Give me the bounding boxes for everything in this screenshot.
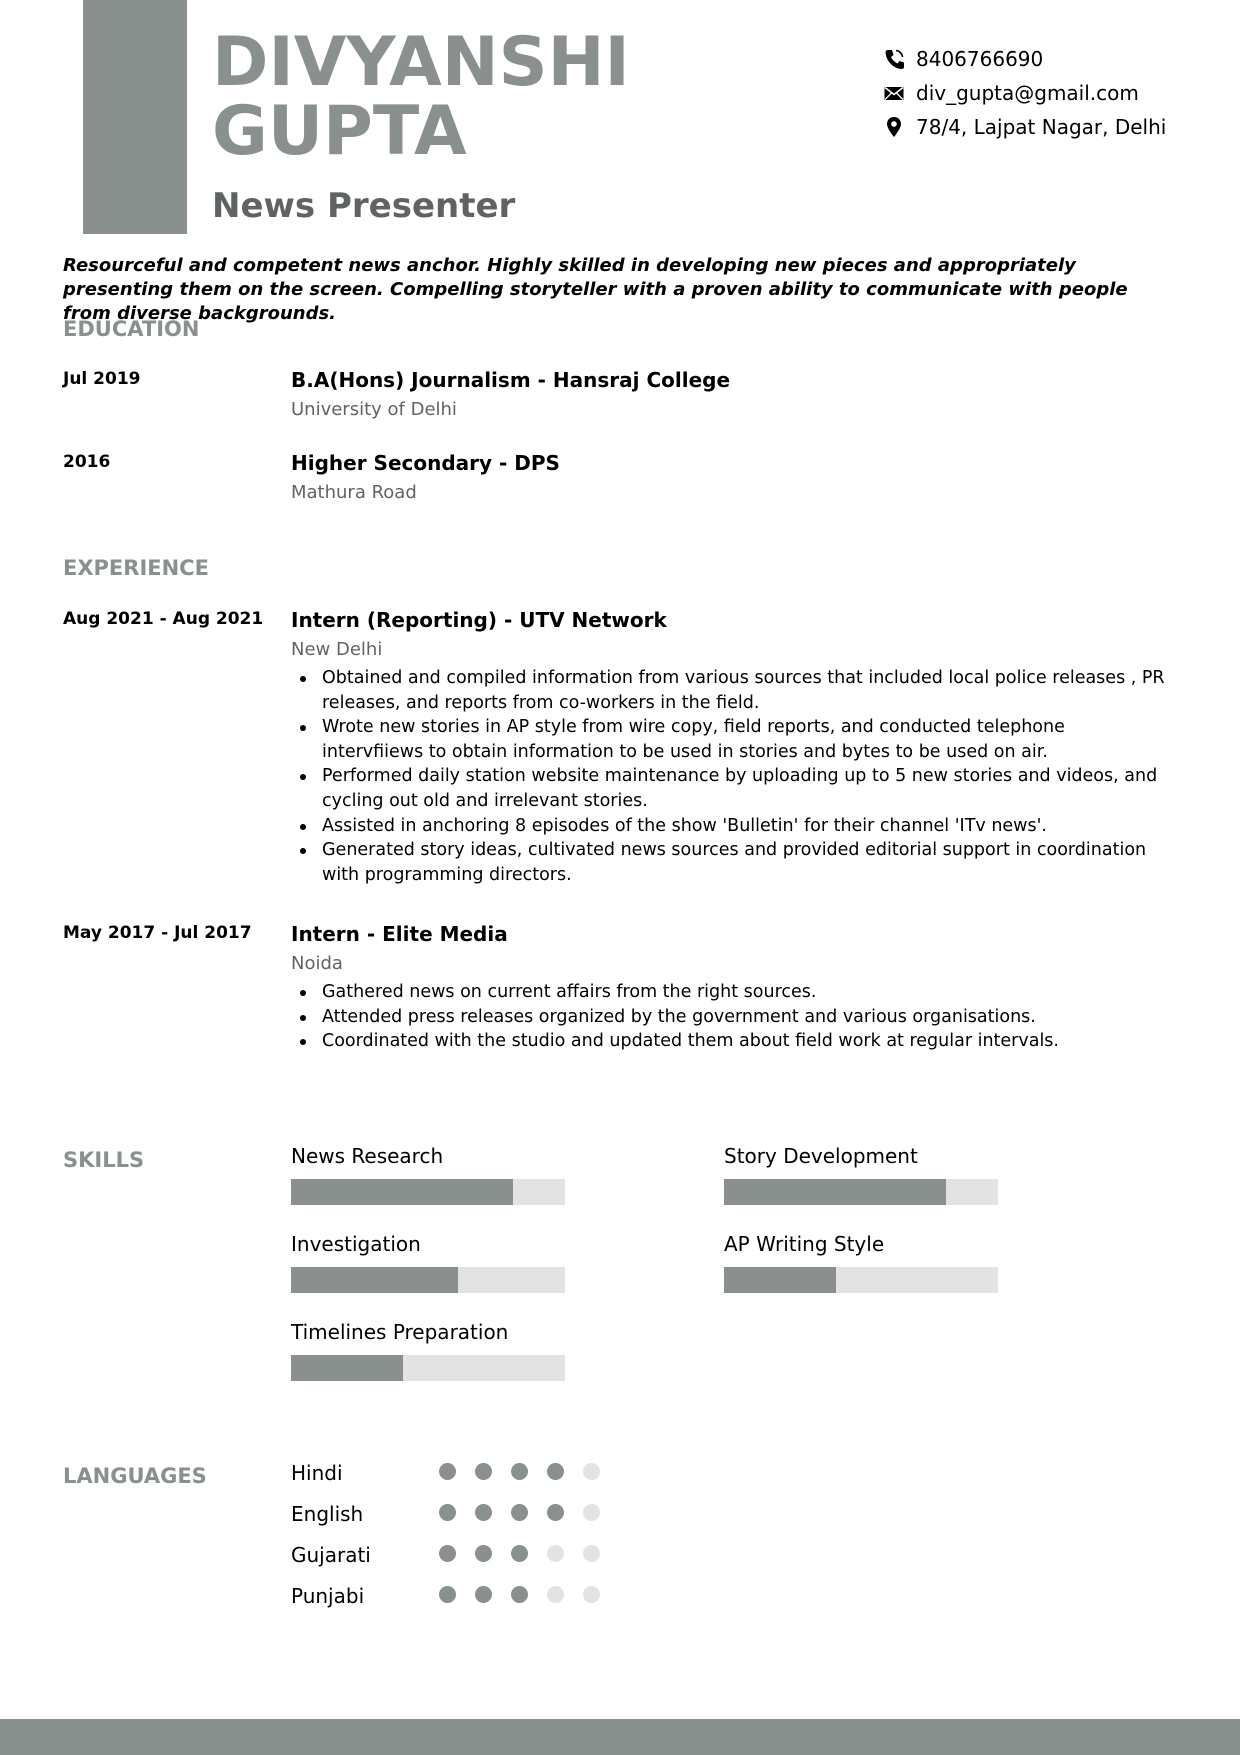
skill-bar	[724, 1267, 998, 1293]
language-rating	[439, 1586, 619, 1603]
language-rating	[439, 1504, 619, 1521]
list-item: Coordinated with the studio and updated them about field work at regular intervals.	[291, 1029, 1171, 1054]
education-entry	[291, 450, 1171, 505]
rating-dot-filled	[511, 1545, 528, 1562]
first-name: DIVYANSHI	[212, 23, 630, 102]
candidate-name	[212, 23, 630, 171]
experience-bullets	[291, 980, 1171, 1054]
rating-dot-filled	[439, 1504, 456, 1521]
experience-location: Noida	[291, 953, 343, 974]
experience-heading: EXPERIENCE	[63, 556, 209, 580]
rating-dot-filled	[439, 1463, 456, 1480]
skills-heading: SKILLS	[63, 1148, 145, 1172]
skill-bar-fill	[291, 1355, 403, 1381]
rating-dot-filled	[475, 1586, 492, 1603]
language-label: Gujarati	[291, 1543, 371, 1567]
skill-item	[291, 1231, 565, 1293]
experience-location: New Delhi	[291, 639, 383, 660]
skill-label: AP Writing Style	[724, 1232, 885, 1256]
mail-icon	[884, 82, 904, 104]
skill-bar-fill	[291, 1179, 513, 1205]
list-item: Attended press releases organized by the government and various organisations.	[291, 1005, 1171, 1030]
languages-heading: LANGUAGES	[63, 1464, 207, 1488]
education-date: Jul 2019	[63, 369, 141, 389]
rating-dot-empty	[547, 1545, 564, 1562]
list-item: Assisted in anchoring 8 episodes of the show 'Bulletin' for their channel 'ITv news'.	[291, 814, 1171, 839]
skill-item	[724, 1143, 998, 1205]
language-label: English	[291, 1502, 364, 1526]
last-name: GUPTA	[212, 92, 467, 171]
rating-dot-empty	[583, 1504, 600, 1521]
list-item: Performed daily station website maintenance by uploading up to 5 new stories and videos, and cycling out old and irrelevant stories.	[291, 764, 1171, 813]
skill-bar	[724, 1179, 998, 1205]
rating-dot-empty	[583, 1586, 600, 1603]
experience-bullets	[291, 666, 1171, 887]
education-degree: B.A(Hons) Journalism - Hansraj College	[291, 368, 731, 392]
phone-icon	[884, 48, 904, 70]
rating-dot-empty	[583, 1463, 600, 1480]
contact-block	[884, 42, 1166, 144]
skill-label: Timelines Preparation	[291, 1320, 509, 1344]
language-label: Hindi	[291, 1461, 343, 1485]
list-item: Obtained and compiled information from various sources that included local police releases , PR releases, and reports from co-workers in the field.	[291, 666, 1171, 715]
phone-number: 8406766690	[916, 47, 1044, 71]
list-item: Wrote new stories in AP style from wire copy, field reports, and conducted telephone intervfiiews to obtain information to be used in stories and bytes to be used on air.	[291, 715, 1171, 764]
footer-bar	[0, 1719, 1240, 1755]
education-date: 2016	[63, 452, 111, 472]
skill-label: News Research	[291, 1144, 444, 1168]
education-heading: EDUCATION	[63, 317, 200, 341]
experience-entry	[291, 921, 1171, 1054]
rating-dot-filled	[511, 1586, 528, 1603]
rating-dot-filled	[475, 1463, 492, 1480]
skill-bar-fill	[291, 1267, 458, 1293]
email-address: div_gupta@gmail.com	[916, 81, 1139, 105]
address: 78/4, Lajpat Nagar, Delhi	[916, 115, 1167, 139]
location-pin-icon	[884, 116, 904, 138]
education-entry	[291, 367, 1171, 422]
skill-label: Investigation	[291, 1232, 421, 1256]
rating-dot-empty	[583, 1545, 600, 1562]
experience-entry	[291, 607, 1171, 887]
language-label: Punjabi	[291, 1584, 365, 1608]
skill-item	[291, 1143, 565, 1205]
profile-summary: Resourceful and competent news anchor. Highly skilled in developing new pieces and appropriately presenting them on the screen. Compelling storyteller with a proven ability to communicate with people from diverse backgrounds.	[63, 255, 1128, 324]
rating-dot-empty	[547, 1586, 564, 1603]
rating-dot-filled	[439, 1586, 456, 1603]
skill-bar	[291, 1355, 565, 1381]
list-item: Generated story ideas, cultivated news sources and provided editorial support in coordination with programming directors.	[291, 838, 1171, 887]
education-institution: Mathura Road	[291, 482, 417, 503]
experience-role: Intern - Elite Media	[291, 922, 508, 946]
job-title: News Presenter	[212, 186, 516, 226]
language-rating	[439, 1545, 619, 1562]
contact-phone[interactable]	[884, 42, 1166, 76]
rating-dot-filled	[511, 1463, 528, 1480]
experience-date: Aug 2021 - Aug 2021	[63, 609, 264, 629]
skill-bar	[291, 1267, 565, 1293]
contact-address	[884, 110, 1166, 144]
skill-item	[291, 1319, 565, 1381]
experience-role: Intern (Reporting) - UTV Network	[291, 608, 667, 632]
education-degree: Higher Secondary - DPS	[291, 451, 560, 475]
skill-bar-fill	[724, 1179, 946, 1205]
skill-bar	[291, 1179, 565, 1205]
rating-dot-filled	[475, 1504, 492, 1521]
rating-dot-filled	[547, 1504, 564, 1521]
rating-dot-filled	[475, 1545, 492, 1562]
list-item: Gathered news on current affairs from the right sources.	[291, 980, 1171, 1005]
skill-item	[724, 1231, 998, 1293]
rating-dot-filled	[439, 1545, 456, 1562]
skill-bar-fill	[724, 1267, 836, 1293]
experience-date: May 2017 - Jul 2017	[63, 923, 252, 943]
skill-label: Story Development	[724, 1144, 918, 1168]
education-institution: University of Delhi	[291, 399, 457, 420]
rating-dot-filled	[511, 1504, 528, 1521]
contact-email[interactable]	[884, 76, 1166, 110]
language-rating	[439, 1463, 619, 1480]
rating-dot-filled	[547, 1463, 564, 1480]
header-accent-bar	[83, 0, 187, 234]
